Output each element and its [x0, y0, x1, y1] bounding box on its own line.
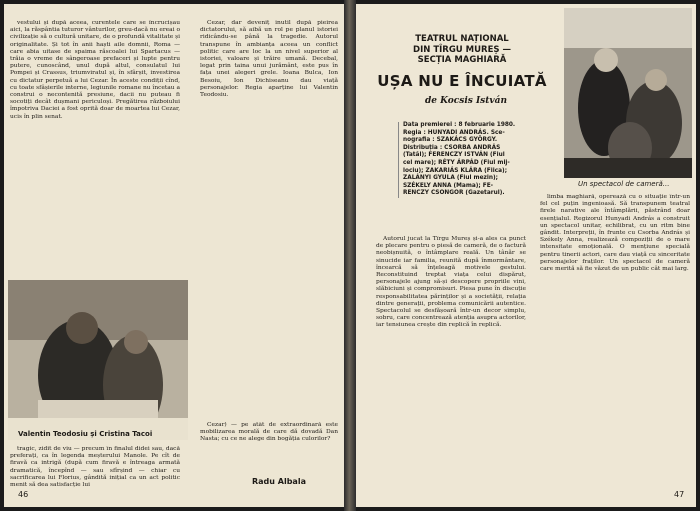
credit-line: nografia : SZAKÁCS GYÖRGY. [403, 137, 498, 144]
book-gutter [344, 0, 356, 511]
credit-line: RENCZY CSONGOR (Gazetarul). [403, 190, 505, 197]
right-page [356, 4, 696, 507]
credit-line: (Tatăl); FERENCZY ISTVÁN (Fiul [403, 152, 505, 159]
credit-line: Distribuția : CSORBA ANDRÁS [403, 144, 501, 151]
production-credits [398, 122, 565, 198]
credit-line: lociu); ZAKARIÁS KLÁRA (Fiica); [403, 167, 508, 174]
right-photo-caption: Un spectacol de cameră... [578, 180, 670, 188]
credit-line: ZALÁNYI GYULA (Fiul mezin); [403, 175, 498, 182]
credit-line: Regia : HUNYADI ANDRÁS. Sce- [403, 129, 505, 136]
credit-line: cel mare); RÉTY ÁRPÁD (Fiul mij- [403, 159, 510, 166]
stage-photo-left [8, 280, 188, 440]
left-text-column-right: Cezar, dar deveniț inutil după pieirea dictatorului, să aibă un rol pe planul istoriei ridicându-se până la tragedie. Autorul transpune în ambianța aceea un conflict politic care are loc la un nivel superior al istoriei, valoare și trăire umană. Decebal, legat prin taina unui jurământ, este pus în fața unei alegeri grele. Ioana Bulca, Ion Besoiu, Ion Dichiseanu dau viață personajelor. Regia aparține lui Valentin Teodosiu. [200, 20, 338, 99]
left-page [4, 4, 344, 507]
theater-name-line: TEATRUL NAȚIONAL [415, 34, 509, 44]
left-text-column-bottom-right: Cezar) — pe atât de extraordinară este mobilizarea morală de care dă dovadă Dan Nasta; cu ce ne alege din bogăția culorilor? [200, 422, 338, 443]
theater-name [392, 34, 532, 66]
left-page-number: 46 [18, 490, 29, 499]
credit-line: Data premierei : 8 februarie 1980. [403, 122, 516, 128]
right-text-column-1: Autorul jucat la Tîrgu Mureș și-a ales ca punct de plecare pentru o piesă de cameră, de o factură neobișnuită, o întâmplare reală. Un tânăr se sinucide iar familia, reunită după înmormântare, încearcă să înțeleagă motivele gestului. Reconstituind treptat viața celui dispărut, personajele ajung să-și descopere propriile vini, slăbiciuni și compromisuri. Piesa pune în discuție responsabilitatea părinților și a societății, relația dintre generații, problema comunicării autentice. Spectacolul se desfășoară într-un decor simplu, sobru, care concentrează atenția asupra actorilor, iar tensiunea crește din replică în replică. [376, 236, 526, 329]
credit-line: SZÉKELY ANNA (Mama); FE- [403, 182, 494, 189]
left-photo-caption: Valentin Teodosiu și Cristina Tacoi [18, 430, 153, 438]
left-text-column-bottom: tragic, zidit de viu — precum în finalul didei sau, dacă preferați, ca în legenda meșterului Manole. Pe cît de firavă ca intrigă (după cum firavă e întreaga armată dramatică, începînd — sau sfîrșind — chiar cu sacrificarea lui Florius, gândită inițial ca un act politic menit să dea satisfacție lui [10, 446, 180, 489]
right-page-number: 47 [674, 490, 685, 499]
play-author: de Kocsis István [425, 96, 507, 106]
right-text-column-2: limba maghiară, operează cu o situație într-un fel cel puțin ingenioasă. Să transpunem teatral firele narative ale întâmplării, păstrând doar esențialul. Regizorul Hunyadi András a construit un spectacol unitar, echilibrat, cu un ritm bine gândit. Interpreții, în frunte cu Csorba András și Székely Anna, realizează compoziții de o mare intensitate emoțională. O mențiune specială pentru tinerii actori, care dau viață cu sinceritate personajelor fraților. Un spectacol de cameră care merită să fie văzut de un public cât mai larg. [540, 194, 690, 273]
play-title: UȘA NU E ÎNCUIATĂ [377, 72, 547, 90]
theater-name-line: SECȚIA MAGHIARĂ [417, 55, 507, 65]
stage-photo-right [564, 8, 692, 178]
author-signature: Radu Albala [252, 477, 306, 486]
left-text-column-top: vestului și după aceea, curentele care se încrucișau aici, la răspântia tuturor vânturilor, greu-dacă nu ereai o civilizație să o cultură unitare, de o profundă vitalitate și originalitate. Și tot în anii haști aile domnii, Roma — care abia uitase de spaima răscoalei lui Spartacus — trăia o vreme de sângeroase prefaceri și lupte pentru putere, cunoscând, unul după altul, consulatul lui Pompei și Crassus, triumviratul și, în sfârșit, investirea cu dictatur perpetuă a lui Cezar. În aceste condiții cînd, cu toate sfâșierile interne, legiunile romane nu încetau a construi o necontenită presiune, dacii nu puteau fi socotiți decât dușmani periculoși. Pregătirea războiului împotriva Daciei a fost oprită doar de moartea lui Cezar, ucis în plin senat. [10, 20, 180, 120]
theater-name-line: DIN TÎRGU MUREȘ — [413, 44, 511, 55]
